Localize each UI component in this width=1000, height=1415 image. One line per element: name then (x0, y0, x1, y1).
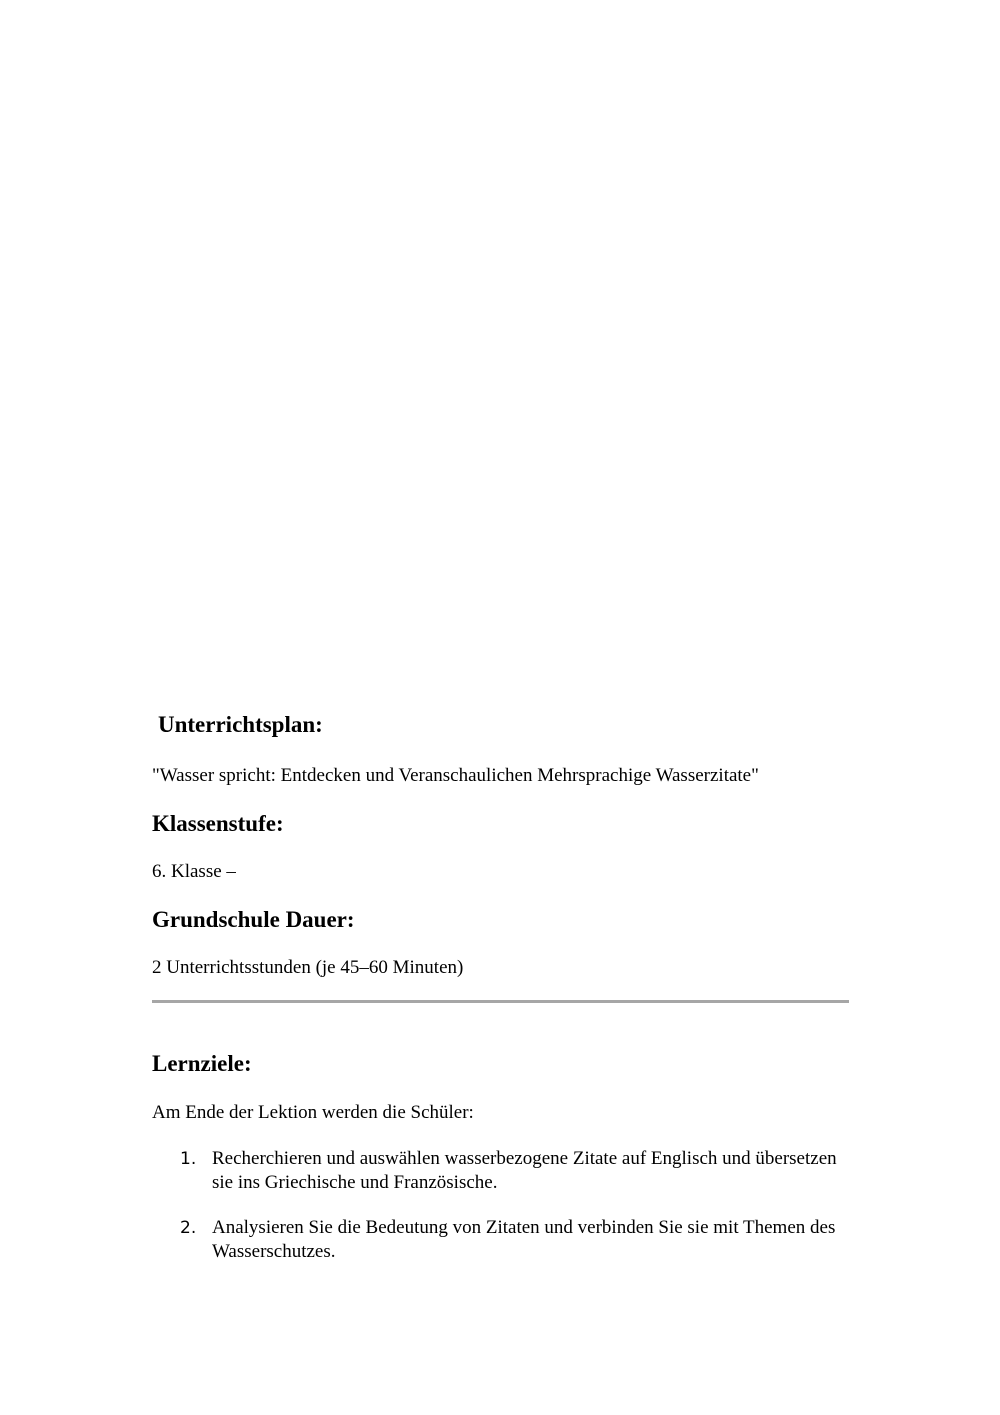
goal-number: 1. (180, 1149, 197, 1169)
horizontal-divider (152, 1000, 849, 1003)
duration-heading: Grundschule Dauer: (152, 907, 355, 932)
goal-text: Analysieren Sie die Bedeutung von Zitaten und verbinden Sie sie mit Themen des Wasserschutzes. (212, 1217, 836, 1262)
goals-intro: Am Ende der Lektion werden die Schüler: (152, 1102, 474, 1123)
goal-item (152, 1216, 849, 1264)
duration-value: 2 Unterrichtsstunden (je 45–60 Minuten) (152, 957, 464, 978)
goals-list (152, 1147, 849, 1264)
grade-value: 6. Klasse – (152, 861, 236, 882)
grade-heading: Klassenstufe: (152, 811, 284, 836)
document-content (152, 711, 849, 1285)
goal-item (152, 1147, 849, 1195)
goal-number: 2. (180, 1218, 197, 1238)
goals-heading: Lernziele: (152, 1051, 252, 1076)
goal-text: Recherchieren und auswählen wasserbezogene Zitate auf Englisch und übersetzen sie ins Griechische und Französische. (212, 1148, 837, 1193)
plan-heading: Unterrichtsplan: (158, 712, 323, 737)
plan-title: "Wasser spricht: Entdecken und Veranschaulichen Mehrsprachige Wasserzitate" (152, 765, 759, 786)
